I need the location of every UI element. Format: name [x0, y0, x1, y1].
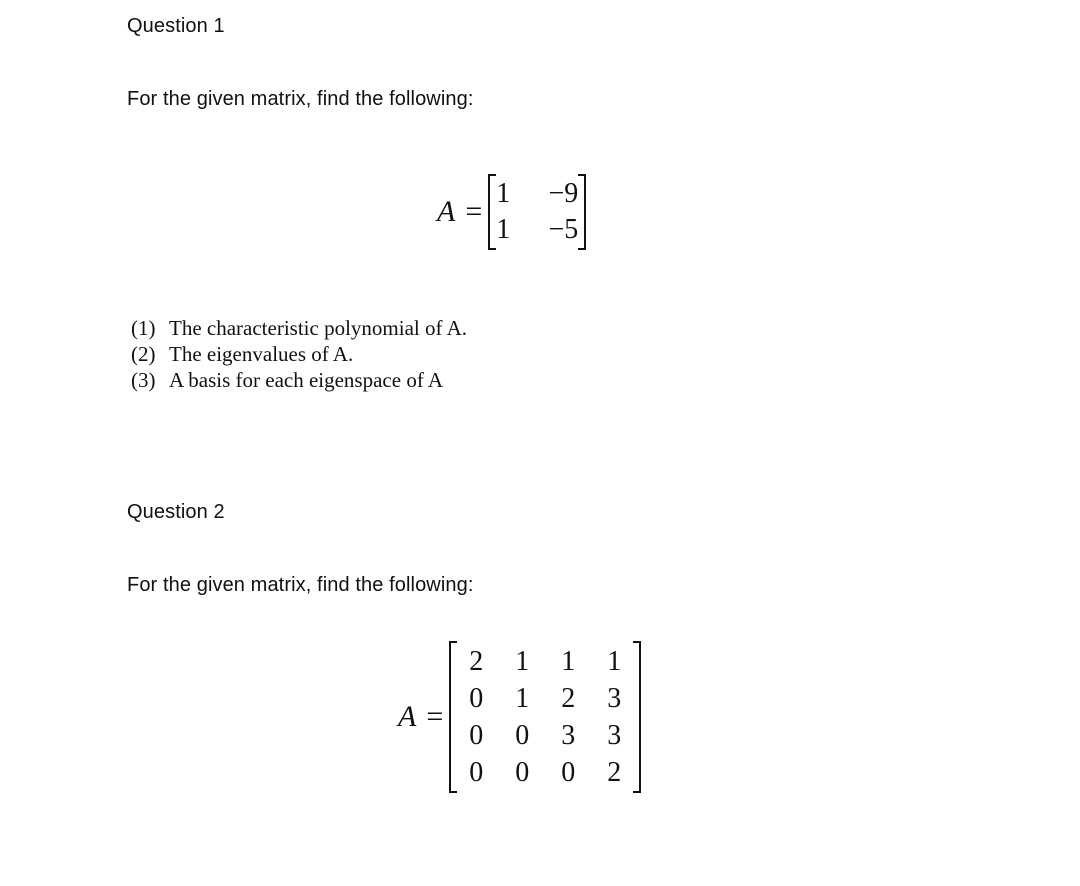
question-2-prompt: For the given matrix, find the following: [127, 574, 474, 596]
question-1-task-list [131, 315, 467, 393]
task-text: The eigenvalues of A. [169, 342, 354, 366]
question-1-prompt: For the given matrix, find the following: [127, 88, 474, 110]
task-number: (1) [131, 316, 156, 340]
question-1-matrix [492, 176, 582, 248]
right-bracket [578, 174, 586, 250]
matrix-cell: 1 [561, 646, 576, 677]
matrix-cell: 0 [515, 720, 530, 751]
matrix-cell: 0 [469, 720, 484, 751]
matrix-cell: 1 [515, 683, 530, 714]
matrix-cell: −9 [548, 178, 579, 209]
equals-sign: = [465, 195, 483, 228]
matrix-lhs [437, 195, 482, 229]
list-item [131, 341, 467, 367]
question-2-matrix [453, 643, 637, 791]
matrix-cell: 2 [561, 683, 576, 714]
matrix-cell: −5 [548, 214, 579, 245]
matrix-cell: 0 [515, 757, 530, 788]
matrix-cell: 1 [607, 646, 622, 677]
question-1-matrix-equation [437, 176, 582, 248]
task-text: The characteristic polynomial of A. [169, 316, 467, 340]
task-text: A basis for each eigenspace of A [169, 368, 444, 392]
matrix-cell: 3 [561, 720, 576, 751]
matrix-cell: 3 [607, 683, 622, 714]
left-bracket [488, 174, 496, 250]
task-number: (2) [131, 342, 156, 366]
list-item [131, 315, 467, 341]
left-bracket [449, 641, 457, 793]
matrix-variable: A [437, 195, 456, 228]
question-2-matrix-equation [398, 643, 637, 791]
matrix-cell: 0 [469, 757, 484, 788]
matrix-variable: A [398, 700, 417, 733]
matrix-cell: 1 [496, 214, 511, 245]
matrix-cell: 3 [607, 720, 622, 751]
matrix-cell: 0 [469, 683, 484, 714]
question-2-heading: Question 2 [127, 501, 225, 523]
matrix-cell: 0 [561, 757, 576, 788]
right-bracket [633, 641, 641, 793]
matrix-lhs [398, 700, 443, 734]
question-1-heading: Question 1 [127, 15, 225, 37]
matrix-cell: 1 [515, 646, 530, 677]
matrix-cell: 2 [607, 757, 622, 788]
list-item [131, 367, 467, 393]
matrix-cell: 1 [496, 178, 511, 209]
equals-sign: = [426, 700, 444, 733]
task-number: (3) [131, 368, 156, 392]
matrix-cell: 2 [469, 646, 484, 677]
